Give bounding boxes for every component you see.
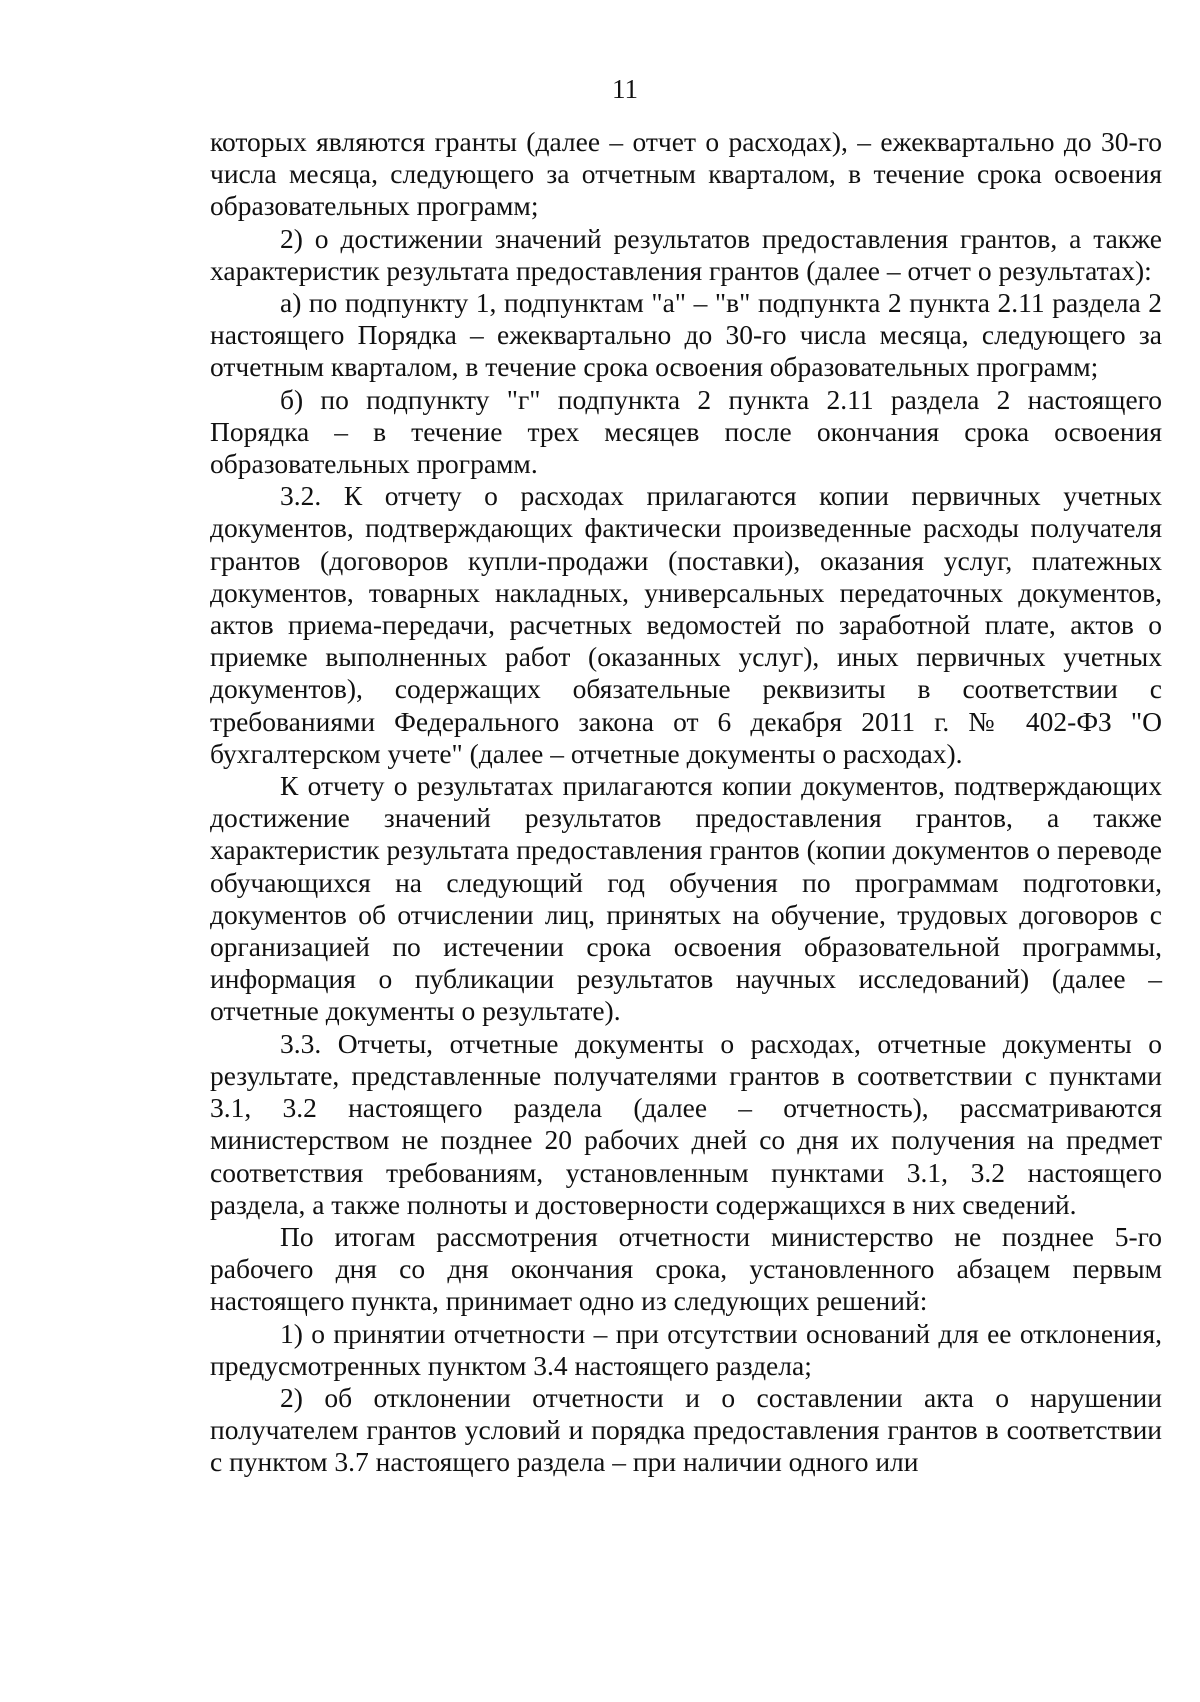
paragraph-result-documents: К отчету о результатах прилагаются копии документов, подтверждающих достижение значений результатов предоставления грантов, а также характеристик результата предоставления грантов (копии документов о переводе обучающихся на следующий год обучения по программам подготовки, документов об отчислении лиц, принятых на обучение, трудовых договоров с организацией по истечении срока освоения образовательной программы, информация о публикации результатов научных исследований) (далее – отчетные документы о результате). [210, 770, 1162, 1027]
paragraph-decision-reject: 2) об отклонении отчетности и о составлении акта о нарушении получателем грантов условий и порядка предоставления грантов в соответствии с пунктом 3.7 настоящего раздела – при наличии одного или [210, 1381, 1162, 1478]
paragraph-subitem-b: б) по подпункту "г" подпункта 2 пункта 2.11 раздела 2 настоящего Порядка – в течение трех месяцев после окончания срока освоения образовательных программ. [210, 383, 1162, 480]
paragraph-3-3-review: 3.3. Отчеты, отчетные документы о расходах, отчетные документы о результате, представленные получателями грантов в соответствии с пунктами 3.1, 3.2 настоящего раздела (далее – отчетность), рассматриваются министерством не позднее 20 рабочих дней со дня их получения на предмет соответствия требованиям, установленным пунктами 3.1, 3.2 настоящего раздела, а также полноты и достоверности содержащихся в них сведений. [210, 1027, 1162, 1220]
paragraph-subitem-a: а) по подпункту 1, подпунктам "а" – "в" подпункта 2 пункта 2.11 раздела 2 настоящего Порядка – ежеквартально до 30-го числа месяца, следующего за отчетным кварталом, в течение срока освоения образовательных программ; [210, 287, 1162, 383]
paragraph-decision-accept: 1) о принятии отчетности – при отсутствии оснований для ее отклонения, предусмотренных пунктом 3.4 настоящего раздела; [210, 1317, 1162, 1381]
paragraph-reporting-expenses: которых являются гранты (далее – отчет о расходах), – ежеквартально до 30-го числа месяца, следующего за отчетным кварталом, в течение срока освоения образовательных программ; [210, 126, 1162, 222]
paragraph-3-2-expense-documents: 3.2. К отчету о расходах прилагаются копии первичных учетных документов, подтверждающих фактически произведенные расходы получателя грантов (договоров купли-продажи (поставки), оказания услуг, платежных документов, товарных накладных, универсальных передаточных документов, актов приема-передачи, расчетных ведомостей по заработной плате, актов о приемке выполненных работ (оказанных услуг), иных первичных учетных документов), содержащих обязательные реквизиты в соответствии с требованиями Федерального закона от 6 декабря 2011 г. № 402-ФЗ "О бухгалтерском учете" (далее – отчетные документы о расходах). [210, 480, 1162, 769]
paragraph-results-report: 2) о достижении значений результатов предоставления грантов, а также характеристик результата предоставления грантов (далее – отчет о результатах): [210, 222, 1162, 286]
paragraph-review-outcome: По итогам рассмотрения отчетности министерство не позднее 5-го рабочего дня со дня окончания срока, установленного абзацем первым настоящего пункта, принимает одно из следующих решений: [210, 1220, 1162, 1317]
document-body [210, 126, 1162, 1479]
page-number: 11 [612, 74, 638, 104]
